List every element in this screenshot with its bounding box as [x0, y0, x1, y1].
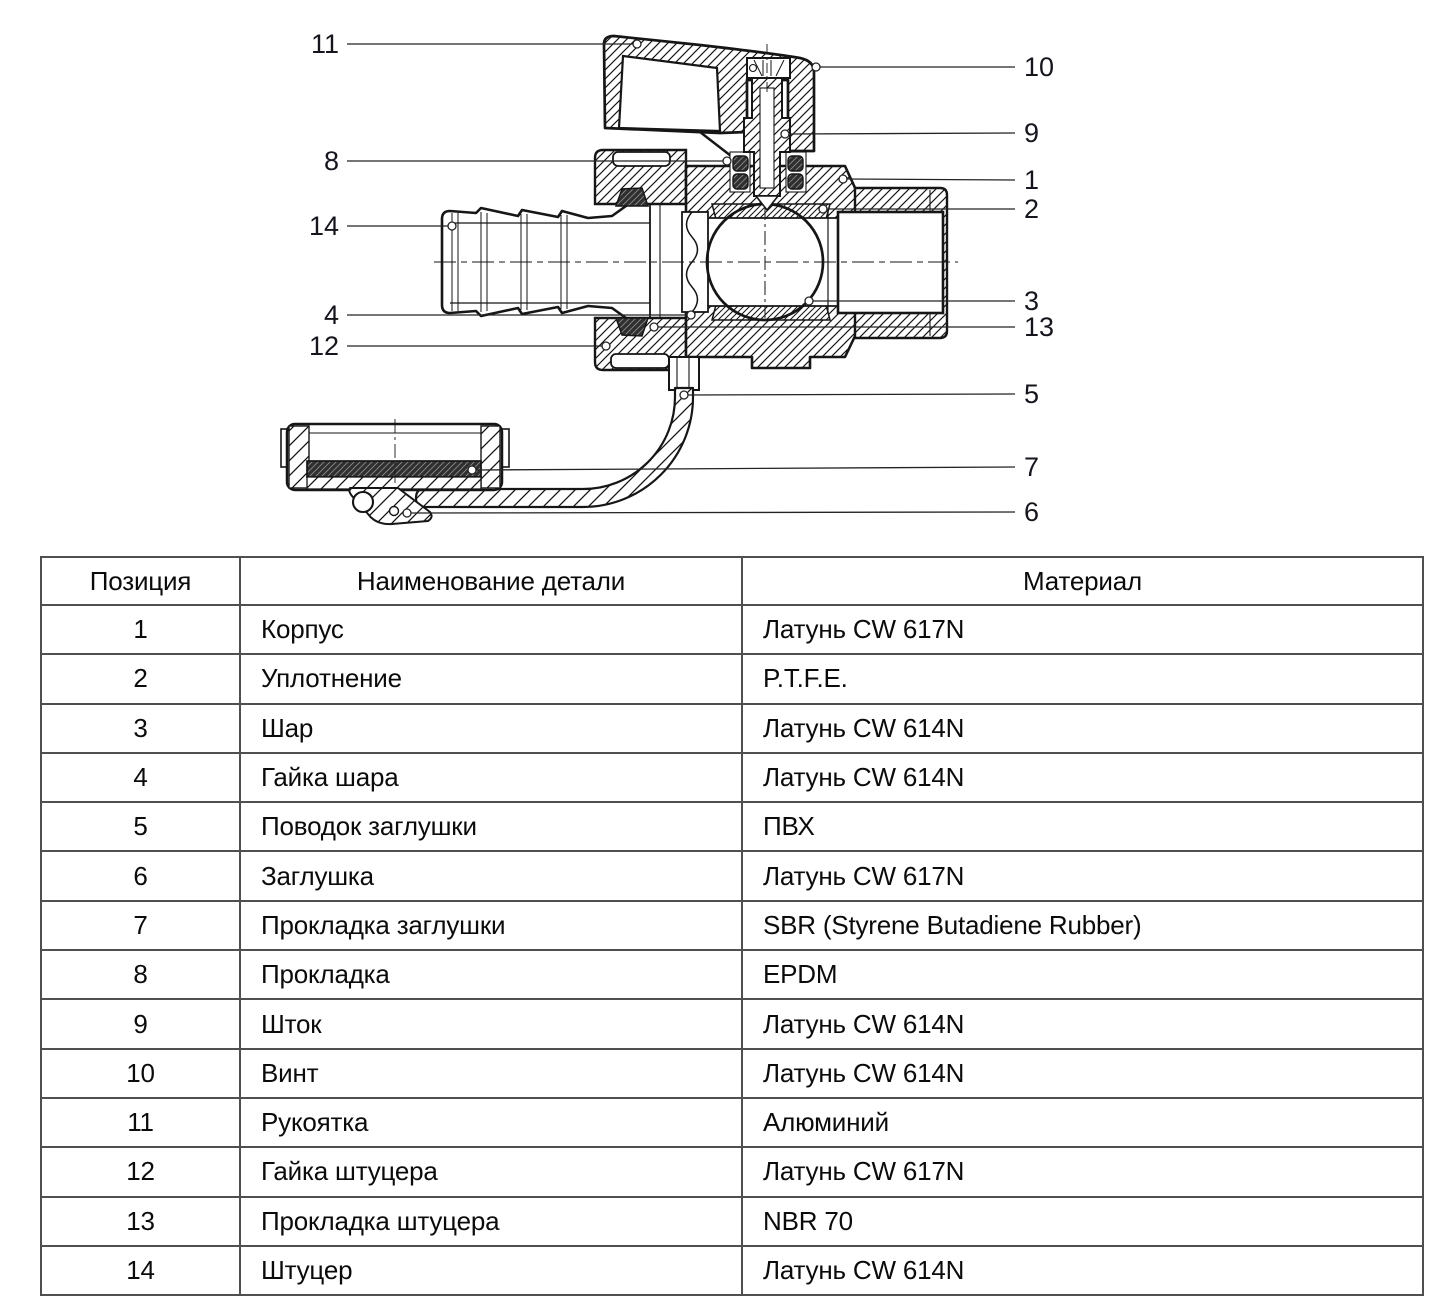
part-material: Латунь CW 614N: [742, 999, 1423, 1048]
part-position: 9: [41, 999, 240, 1048]
leader-marker-12: [602, 342, 610, 350]
leader-marker-11: [633, 40, 641, 48]
part-material: ПВХ: [742, 802, 1423, 851]
callout-label-1: 1: [1024, 165, 1040, 195]
part-position: 12: [41, 1147, 240, 1196]
callout-label-11: 11: [310, 29, 339, 59]
leader-line-5: [688, 394, 1015, 395]
leader-line-9: [789, 133, 1015, 134]
stem-channel: [760, 88, 774, 188]
callout-label-7: 7: [1024, 452, 1040, 482]
part-row: [41, 1197, 1423, 1246]
drain-boss: [669, 357, 699, 390]
part-row: [41, 802, 1423, 851]
callout-label-3: 3: [1024, 286, 1040, 316]
part-name: Корпус: [240, 605, 742, 654]
part-row: [41, 901, 1423, 950]
callout-label-14: 14: [308, 211, 339, 241]
leader-marker-7: [468, 466, 476, 474]
callout-label-2: 2: [1024, 194, 1040, 224]
table-header-row: [41, 557, 1423, 605]
leader-marker-4: [687, 311, 695, 319]
leader-line-6: [411, 512, 1015, 513]
part-name: Шар: [240, 704, 742, 753]
part-name: Рукоятка: [240, 1098, 742, 1147]
callout-label-5: 5: [1024, 379, 1040, 409]
parts-table: [40, 556, 1424, 1296]
leader-marker-3: [805, 297, 813, 305]
part-material: Латунь CW 614N: [742, 753, 1423, 802]
part-name: Штуцер: [240, 1246, 742, 1295]
callout-label-9: 9: [1024, 118, 1040, 148]
part-material: Латунь CW 614N: [742, 704, 1423, 753]
leader-marker-2: [819, 205, 827, 213]
part-name: Заглушка: [240, 851, 742, 900]
header-material: Материал: [742, 557, 1423, 605]
part-material: Латунь CW 614N: [742, 1049, 1423, 1098]
header-part-name: Наименование детали: [240, 557, 742, 605]
cap-gasket: [307, 461, 481, 477]
part-name: Шток: [240, 999, 742, 1048]
part-position: 11: [41, 1098, 240, 1147]
part-row: [41, 1098, 1423, 1147]
part-position: 1: [41, 605, 240, 654]
header-position: Позиция: [41, 557, 240, 605]
part-position: 8: [41, 950, 240, 999]
part-material: Латунь CW 617N: [742, 1147, 1423, 1196]
part-row: [41, 753, 1423, 802]
valve-cross-section-drawing: [0, 0, 1455, 548]
leader-marker-6: [403, 509, 411, 517]
part-position: 3: [41, 704, 240, 753]
part-name: Уплотнение: [240, 654, 742, 703]
cap-tab-hole: [390, 507, 399, 516]
part-position: 13: [41, 1197, 240, 1246]
part-row: [41, 1246, 1423, 1295]
callout-label-13: 13: [1024, 312, 1055, 342]
part-row: [41, 999, 1423, 1048]
part-row: [41, 654, 1423, 703]
leader-marker-5: [680, 391, 688, 399]
callout-label-8: 8: [323, 146, 339, 176]
part-row: [41, 1147, 1423, 1196]
part-name: Прокладка заглушки: [240, 901, 742, 950]
leader-line-1: [847, 179, 1015, 180]
part-row: [41, 605, 1423, 654]
part-name: Поводок заглушки: [240, 802, 742, 851]
part-material: Латунь CW 617N: [742, 605, 1423, 654]
part-position: 4: [41, 753, 240, 802]
part-name: Прокладка штуцера: [240, 1197, 742, 1246]
cap-wall: [481, 426, 500, 488]
leader-marker-10: [812, 63, 820, 71]
parts-table-body: [41, 605, 1423, 1295]
leader-marker-13: [650, 323, 658, 331]
cap-wall: [289, 426, 309, 488]
part-material: P.T.F.E.: [742, 654, 1423, 703]
leader-marker-14: [448, 222, 456, 230]
part-row: [41, 1049, 1423, 1098]
part-position: 5: [41, 802, 240, 851]
part-position: 7: [41, 901, 240, 950]
callout-label-4: 4: [323, 300, 339, 330]
part-material: SBR (Styrene Butadiene Rubber): [742, 901, 1423, 950]
part-row: [41, 851, 1423, 900]
part-name: Прокладка: [240, 950, 742, 999]
callout-label-6: 6: [1024, 497, 1040, 527]
cap-tab-knob: [353, 492, 373, 512]
leader-marker-8: [723, 157, 731, 165]
part-position: 14: [41, 1246, 240, 1295]
leader-line-7: [476, 467, 1015, 470]
part-material: NBR 70: [742, 1197, 1423, 1246]
part-position: 6: [41, 851, 240, 900]
callout-label-10: 10: [1024, 52, 1055, 82]
part-position: 2: [41, 654, 240, 703]
part-name: Гайка шара: [240, 753, 742, 802]
part-material: EPDM: [742, 950, 1423, 999]
leader-marker-1: [839, 175, 847, 183]
part-row: [41, 704, 1423, 753]
part-position: 10: [41, 1049, 240, 1098]
part-name: Гайка штуцера: [240, 1147, 742, 1196]
part-row: [41, 950, 1423, 999]
part-material: Латунь CW 614N: [742, 1246, 1423, 1295]
part-material: Алюминий: [742, 1098, 1423, 1147]
callout-label-12: 12: [308, 331, 339, 361]
leader-marker-9: [781, 130, 789, 138]
part-material: Латунь CW 617N: [742, 851, 1423, 900]
part-name: Винт: [240, 1049, 742, 1098]
